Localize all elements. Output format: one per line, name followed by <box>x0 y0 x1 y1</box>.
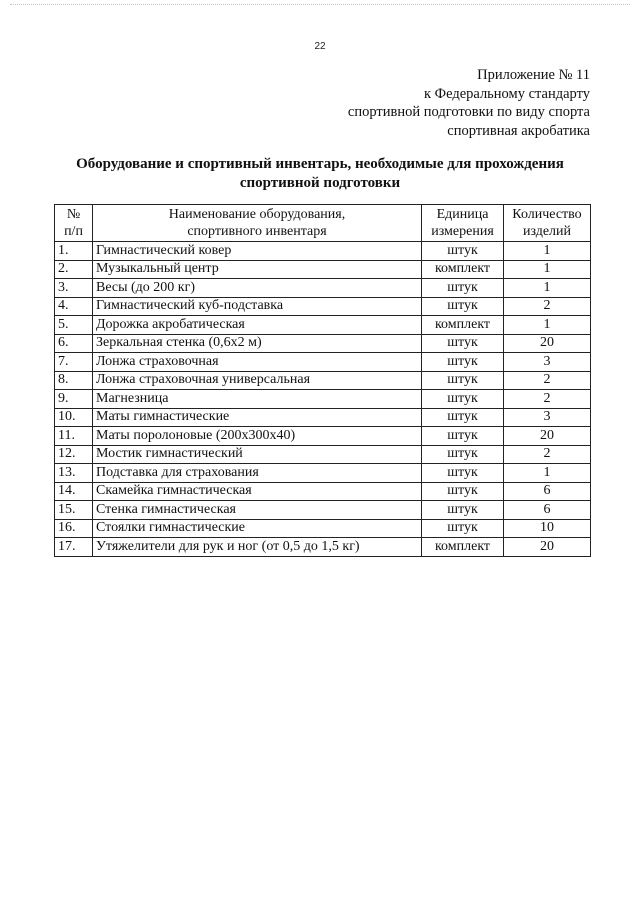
cell-unit: штук <box>422 427 504 446</box>
table-row <box>55 538 591 557</box>
cell-num: 10. <box>55 408 93 427</box>
cell-num: 12. <box>55 445 93 464</box>
table-row <box>55 482 591 501</box>
cell-unit: штук <box>422 501 504 520</box>
cell-name: Дорожка акробатическая <box>93 316 422 335</box>
header-num: № п/п <box>55 205 93 242</box>
appendix-line: к Федеральному стандарту <box>423 85 590 102</box>
cell-unit: комплект <box>422 316 504 335</box>
cell-name: Стоялки гимнастические <box>93 519 422 538</box>
cell-num: 2. <box>55 260 93 279</box>
cell-num: 16. <box>55 519 93 538</box>
cell-num: 11. <box>55 427 93 446</box>
cell-qty: 6 <box>504 501 591 520</box>
cell-qty: 2 <box>504 371 591 390</box>
table-row <box>55 297 591 316</box>
header-name: Наименование оборудования, спортивного инвентаря <box>93 205 422 242</box>
title-line: Оборудование и спортивный инвентарь, необходимые для прохождения <box>76 156 564 172</box>
cell-unit: штук <box>422 445 504 464</box>
cell-unit: штук <box>422 334 504 353</box>
cell-name: Мостик гимнастический <box>93 445 422 464</box>
table-row <box>55 408 591 427</box>
cell-qty: 2 <box>504 445 591 464</box>
cell-name: Скамейка гимнастическая <box>93 482 422 501</box>
cell-qty: 10 <box>504 519 591 538</box>
cell-num: 6. <box>55 334 93 353</box>
cell-qty: 1 <box>504 316 591 335</box>
scan-top-edge <box>10 4 630 5</box>
cell-name: Весы (до 200 кг) <box>93 279 422 298</box>
table-row <box>55 390 591 409</box>
cell-qty: 2 <box>504 297 591 316</box>
cell-unit: штук <box>422 482 504 501</box>
cell-unit: штук <box>422 390 504 409</box>
cell-unit: комплект <box>422 538 504 557</box>
cell-name: Гимнастический ковер <box>93 242 422 261</box>
cell-name: Утяжелители для рук и ног (от 0,5 до 1,5 кг) <box>93 538 422 557</box>
header-unit: Единица измерения <box>422 205 504 242</box>
header-qty: Количество изделий <box>504 205 591 242</box>
table-row <box>55 279 591 298</box>
cell-unit: штук <box>422 297 504 316</box>
cell-qty: 1 <box>504 260 591 279</box>
cell-unit: штук <box>422 371 504 390</box>
cell-unit: штук <box>422 279 504 298</box>
cell-num: 4. <box>55 297 93 316</box>
table-row <box>55 427 591 446</box>
page-number: 22 <box>314 41 326 52</box>
appendix-line: Приложение № 11 <box>477 67 590 83</box>
cell-name: Маты поролоновые (200x300x40) <box>93 427 422 446</box>
cell-qty: 1 <box>504 279 591 298</box>
table-header-row <box>55 205 591 242</box>
cell-qty: 20 <box>504 427 591 446</box>
cell-qty: 20 <box>504 538 591 557</box>
cell-unit: штук <box>422 242 504 261</box>
cell-unit: штук <box>422 519 504 538</box>
table-row <box>55 464 591 483</box>
cell-name: Лонжа страховочная универсальная <box>93 371 422 390</box>
cell-num: 14. <box>55 482 93 501</box>
cell-num: 15. <box>55 501 93 520</box>
cell-qty: 3 <box>504 408 591 427</box>
cell-num: 3. <box>55 279 93 298</box>
cell-name: Музыкальный центр <box>93 260 422 279</box>
cell-unit: штук <box>422 408 504 427</box>
cell-qty: 6 <box>504 482 591 501</box>
cell-unit: комплект <box>422 260 504 279</box>
cell-num: 8. <box>55 371 93 390</box>
table-row <box>55 445 591 464</box>
table-row <box>55 316 591 335</box>
appendix-line: спортивной подготовки по виду спорта <box>347 104 590 120</box>
cell-unit: штук <box>422 464 504 483</box>
cell-qty: 1 <box>504 464 591 483</box>
cell-num: 1. <box>55 242 93 261</box>
cell-num: 13. <box>55 464 93 483</box>
equipment-table <box>54 204 591 557</box>
cell-name: Подставка для страхования <box>93 464 422 483</box>
document-title <box>40 155 600 193</box>
table-row <box>55 334 591 353</box>
table-row <box>55 353 591 372</box>
cell-num: 9. <box>55 390 93 409</box>
cell-unit: штук <box>422 353 504 372</box>
cell-name: Гимнастический куб-подставка <box>93 297 422 316</box>
cell-num: 5. <box>55 316 93 335</box>
appendix-header <box>348 66 590 140</box>
cell-num: 7. <box>55 353 93 372</box>
cell-qty: 1 <box>504 242 591 261</box>
table-row <box>55 501 591 520</box>
appendix-line: спортивная акробатика <box>447 122 590 139</box>
cell-qty: 3 <box>504 353 591 372</box>
cell-qty: 20 <box>504 334 591 353</box>
cell-name: Маты гимнастические <box>93 408 422 427</box>
table-row <box>55 242 591 261</box>
cell-name: Зеркальная стенка (0,6x2 м) <box>93 334 422 353</box>
cell-name: Магнезница <box>93 390 422 409</box>
title-line: спортивной подготовки <box>239 175 401 191</box>
table-row <box>55 519 591 538</box>
table-row <box>55 260 591 279</box>
table-row <box>55 371 591 390</box>
cell-num: 17. <box>55 538 93 557</box>
cell-name: Лонжа страховочная <box>93 353 422 372</box>
cell-qty: 2 <box>504 390 591 409</box>
cell-name: Стенка гимнастическая <box>93 501 422 520</box>
